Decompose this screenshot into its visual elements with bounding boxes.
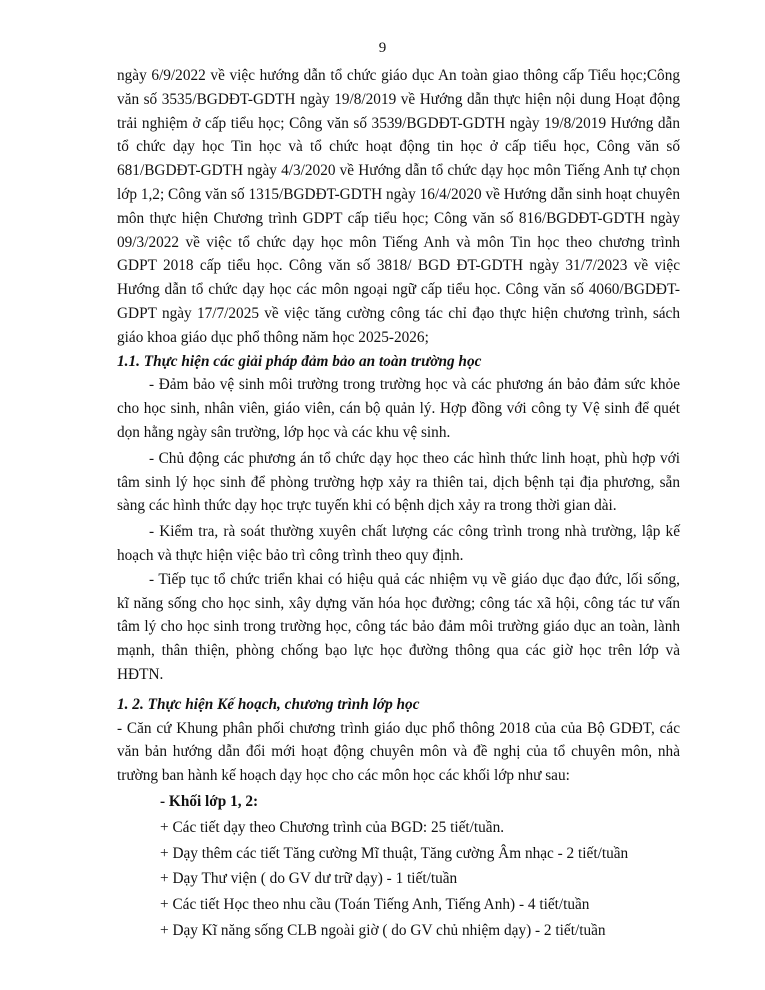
section-heading-1-1: 1.1. Thực hiện các giải pháp đảm bảo an toàn trường học	[117, 352, 482, 370]
paragraph-curriculum-basis: - Căn cứ Khung phân phối chương trình giáo dục phổ thông 2018 của của Bộ GDĐT, các văn bản hướng dẫn đổi mới hoạt động chuyên môn và đề nghị của tổ chuyên môn, nhà trường ban hành kế hoạch dạy học cho các môn học các khối lớp như sau:	[117, 719, 680, 785]
document-body	[117, 64, 680, 943]
paragraph-inspection: - Kiểm tra, rà soát thường xuyên chất lượng các công trình trong nhà trường, lập kế hoạch và thực hiện việc bảo trì công trình theo quy định.	[117, 523, 680, 564]
list-item: + Các tiết dạy theo Chương trình của BGD: 25 tiết/tuần.	[160, 818, 505, 836]
list-item: + Dạy thêm các tiết Tăng cường Mĩ thuật, Tăng cường Âm nhạc - 2 tiết/tuần	[160, 844, 629, 862]
list-item: + Các tiết Học theo nhu cầu (Toán Tiếng Anh, Tiếng Anh) - 4 tiết/tuần	[160, 896, 590, 914]
intro-paragraph: ngày 6/9/2022 về việc hướng dẫn tổ chức giáo dục An toàn giao thông cấp Tiểu học;Công văn số 3535/BGDĐT-GDTH ngày 19/8/2019 về Hướng dẫn thực hiện nội dung Hoạt động trải nghiệm ở cấp tiểu học; Công văn số 3539/BGDĐT-GDTH ngày 19/8/2019 Hướng dẫn tổ chức dạy học Tin học và tổ chức hoạt động tin học ở cấp tiểu học, Công văn số 681/BGDĐT-GDTH ngày 4/3/2020 về Hướng dẫn tổ chức dạy học môn Tiếng Anh tự chọn lớp 1,2; Công văn số 1315/BGDĐT-GDTH ngày 16/4/2020 về Hướng dẫn sinh hoạt chuyên môn thực hiện Chương trình GDPT cấp tiểu học; Công văn số 816/BGDĐT-GDTH ngày 09/3/2022 về việc tổ chức dạy học môn Tiếng Anh và môn Tin học theo chương trình GDPT 2018 cấp tiểu học. Công văn số 3818/ BGD ĐT-GDTH ngày 31/7/2023 về việc Hướng dẫn tổ chức dạy học các môn ngoại ngữ cấp tiểu học. Công văn số 4060/BGDĐT-GDPT ngày 17/7/2025 về việc tăng cường công tác chỉ đạo thực hiện chương trình, sách giáo khoa giáo dục phổ thông năm học 2025-2026;	[117, 67, 680, 346]
paragraph-flexible-teaching: - Chủ động các phương án tổ chức dạy học theo các hình thức linh hoạt, phù hợp với tâm sinh lý học sinh để phòng trường hợp xảy ra thiên tai, dịch bệnh tại địa phương, sẵn sàng các hình thức dạy học trực tuyến khi có bệnh dịch xảy ra trong thời gian dài.	[117, 449, 680, 515]
list-item: + Dạy Thư viện ( do GV dư trữ dạy) - 1 tiết/tuần	[160, 870, 458, 888]
section-heading-1-2: 1. 2. Thực hiện Kế hoạch, chương trình lớp học	[117, 695, 420, 713]
page-number: 9	[378, 40, 387, 56]
paragraph-hygiene: - Đảm bảo vệ sinh môi trường trong trường học và các phương án bảo đảm sức khỏe cho học sinh, nhân viên, giáo viên, cán bộ quản lý. Hợp đồng với công ty Vệ sinh để quét dọn hằng ngày sân trường, lớp học và các khu vệ sinh.	[117, 376, 680, 441]
grade-heading: - Khối lớp 1, 2:	[160, 792, 259, 810]
list-item: + Dạy Kĩ năng sống CLB ngoài giờ ( do GV chủ nhiệm dạy) - 2 tiết/tuần	[160, 921, 606, 939]
paragraph-moral-education: - Tiếp tục tổ chức triển khai có hiệu quả các nhiệm vụ về giáo dục đạo đức, lối sống, kĩ năng sống cho học sinh, xây dựng văn hóa học đường; công tác xã hội, công tác tư vấn tâm lý cho học sinh trong trường học, công tác bảo đảm môi trường giáo dục an toàn, lành mạnh, thân thiện, phòng chống bạo lực học đường thông qua các giờ học trên lớp và HĐTN.	[117, 570, 680, 683]
